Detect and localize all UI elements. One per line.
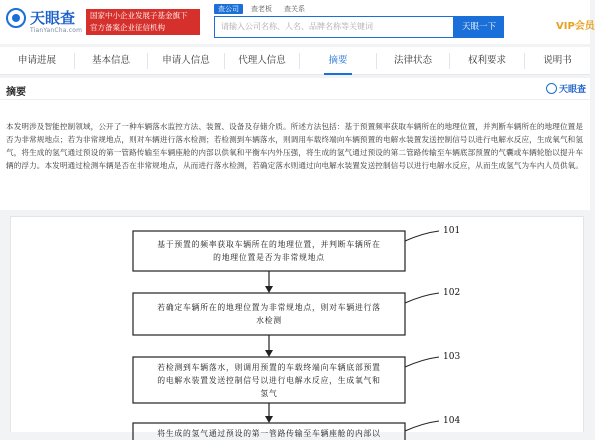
search-input[interactable]: 请输入公司名称、人名、品牌名称等关键词 <box>214 16 454 38</box>
flowchart-step-label-103: 103 <box>443 352 461 362</box>
search-tab-company[interactable]: 查公司 <box>214 4 243 14</box>
patent-drawing <box>10 216 584 438</box>
abstract-text: 本发明涉及智能控制领域，公开了一种车辆落水监控方法、装置、设备及存储介质。所述方法包括：基于预置频率获取车辆所在的地理位置，并判断车辆所在的地理位置是否为非常规地点；若为非常规地点，则对车辆进行落水检测；若检测到车辆落水，则调用车载终端向车辆预置的电解水装置发送控制信号以进行电解水反应，生成氧气和氢气，将生成的氢气通过预设的第一管路传输至车辆座舱的内部以供氧和平衡车内外压强，将生成的氢气通过预设的第二管路传输至车辆底部预置的气囊或车辆轮胎以提升车辆的浮力。本发明通过检测车辆是否在非常规地点，从而进行落水检测，若确定落水则通过向电解水装置发送控制信号以进行电解水反应，从而生成氢气为车内人员供氧。 <box>6 122 584 170</box>
flowchart-step-line: 氢气 <box>260 389 278 398</box>
tab-basic-info[interactable]: 基本信息 <box>91 55 130 66</box>
tab-applicant-info[interactable]: 申请人信息 <box>162 55 210 66</box>
tianyancha-watermark <box>546 82 590 96</box>
search-button[interactable]: 天眼一下 <box>454 16 504 38</box>
tianyancha-logo[interactable] <box>6 6 82 38</box>
search-tab-relation[interactable]: 查关系 <box>284 5 305 13</box>
flowchart-step-line: 的电解水装置发送控制信号以进行电解水反应，生成氧气和 <box>157 376 381 385</box>
search-tab-boss[interactable]: 查老板 <box>251 5 272 13</box>
flowchart-step-line: 将生成的氢气通过预设的第一管路传输至车辆座舱的内部以 <box>157 429 381 438</box>
flowchart-leader-101 <box>405 231 439 241</box>
tab-description[interactable]: 说明书 <box>543 55 572 66</box>
flowchart-step-line: 若检测到车辆落水，则调用预置的车载终端向车辆底部预置 <box>157 363 381 372</box>
flowchart-leader-103 <box>405 357 439 367</box>
flowchart-step-line: 若确定车辆所在的地理位置为非常规地点，则对车辆进行落 <box>157 303 381 312</box>
flowchart-step-line: 水检测 <box>256 316 282 325</box>
logo-domain: TianYanCha.com <box>30 27 83 34</box>
flowchart-step-text-104 <box>133 427 405 440</box>
promo-line-2: 官方备案企业征信机构 <box>90 23 165 32</box>
watermark-text: 天眼查 <box>559 85 587 95</box>
flowchart-step-line: 的地理位置是否为非常规地点 <box>213 253 325 262</box>
flowchart-step-label-102: 102 <box>443 288 461 298</box>
eye-logo-icon <box>546 83 557 94</box>
flowchart-arrowhead <box>265 350 273 357</box>
flowchart-step-text-101 <box>133 238 405 264</box>
flowchart-arrowhead <box>265 416 273 423</box>
flowchart-leader-104 <box>405 421 439 431</box>
flowchart-step-label-104: 104 <box>443 416 461 426</box>
flowchart-step-line: 基于预置的频率获取车辆所在的地理位置，并判断车辆所在 <box>157 240 381 249</box>
flowchart-step-text-103 <box>133 361 405 400</box>
promo-line-1: 国家中小企业发展子基金旗下 <box>90 11 188 20</box>
promo-banner <box>86 9 200 35</box>
section-title: 摘要 <box>6 87 26 98</box>
tab-legal-status[interactable]: 法律状态 <box>393 55 432 66</box>
tab-application-progress[interactable]: 申请进展 <box>17 55 56 66</box>
tab-agent-info[interactable]: 代理人信息 <box>238 55 286 66</box>
tab-abstract[interactable]: 摘要 <box>300 47 376 75</box>
abstract-section-header <box>0 78 590 100</box>
search-type-tabs <box>214 4 313 14</box>
flowchart-leader-102 <box>405 293 439 303</box>
logo-text: 天眼查 <box>30 9 76 27</box>
abstract-body <box>0 100 590 210</box>
eye-logo-icon <box>6 8 26 28</box>
patent-tab-bar <box>0 47 590 75</box>
tab-claims[interactable]: 权利要求 <box>467 55 506 66</box>
flowchart-step-text-102 <box>133 301 405 327</box>
top-header <box>0 0 595 44</box>
vip-link[interactable]: VIP会员 <box>556 21 595 32</box>
flowchart-step-label-101: 101 <box>443 226 461 236</box>
flowchart-arrowhead <box>265 286 273 293</box>
